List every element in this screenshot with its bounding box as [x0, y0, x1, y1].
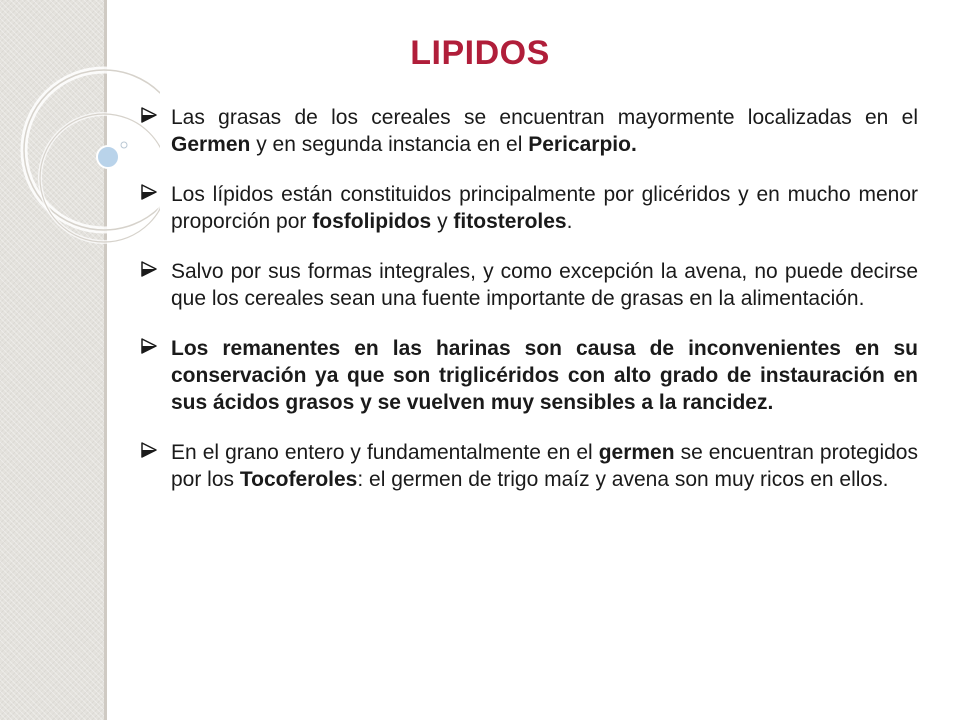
bold-run: Los remanentes en las harinas son causa de inconvenientes en su conservación ya que son triglicéridos con alto grado de instauración en sus ácidos grasos y se vuelven muy sensibles a la rancidez. [171, 337, 918, 414]
text-run: y en segunda instancia en el [250, 133, 529, 156]
text-run: Las grasas de los cereales se encuentran mayormente localizadas en el [171, 106, 918, 129]
bullet-item [140, 181, 918, 235]
text-run: Los lípidos están constituidos principalmente por glicéridos y en mucho menor proporción por [171, 183, 918, 233]
text-run: : el germen de trigo maíz y avena son muy ricos en ellos. [357, 468, 889, 491]
text-run: y [431, 210, 454, 233]
text-run: En el grano entero y fundamentalmente en el [171, 441, 599, 464]
bullet-text [171, 337, 918, 414]
bullet-item [140, 335, 918, 416]
bullet-text [171, 260, 918, 310]
bullet-list [140, 104, 918, 516]
bold-run: Pericarpio. [528, 133, 637, 156]
bullet-item [140, 439, 918, 493]
arrow-bullet-icon [140, 260, 158, 278]
bold-run: fosfolipidos [312, 210, 432, 233]
arrow-bullet-icon [140, 183, 158, 201]
text-run: se encuentran protegidos por los [171, 441, 918, 491]
bullet-text [171, 106, 918, 156]
bold-run: Germen [171, 133, 251, 156]
arrow-bullet-icon [140, 441, 158, 459]
bold-run: fitosteroles [453, 210, 567, 233]
bullet-text [171, 183, 918, 233]
bullet-item [140, 104, 918, 158]
arrow-bullet-icon [140, 106, 158, 124]
bullet-item [140, 258, 918, 312]
bold-run: germen [598, 441, 675, 464]
text-run: Salvo por sus formas integrales, y como excepción la avena, no puede decirse que los cereales sean una fuente importante de grasas en la alimentación. [171, 260, 918, 310]
bold-run: Tocoferoles [239, 468, 358, 491]
bullet-text [171, 441, 918, 491]
arrow-bullet-icon [140, 337, 158, 355]
text-run: . [566, 210, 573, 233]
slide-title: LIPIDOS [410, 34, 550, 72]
